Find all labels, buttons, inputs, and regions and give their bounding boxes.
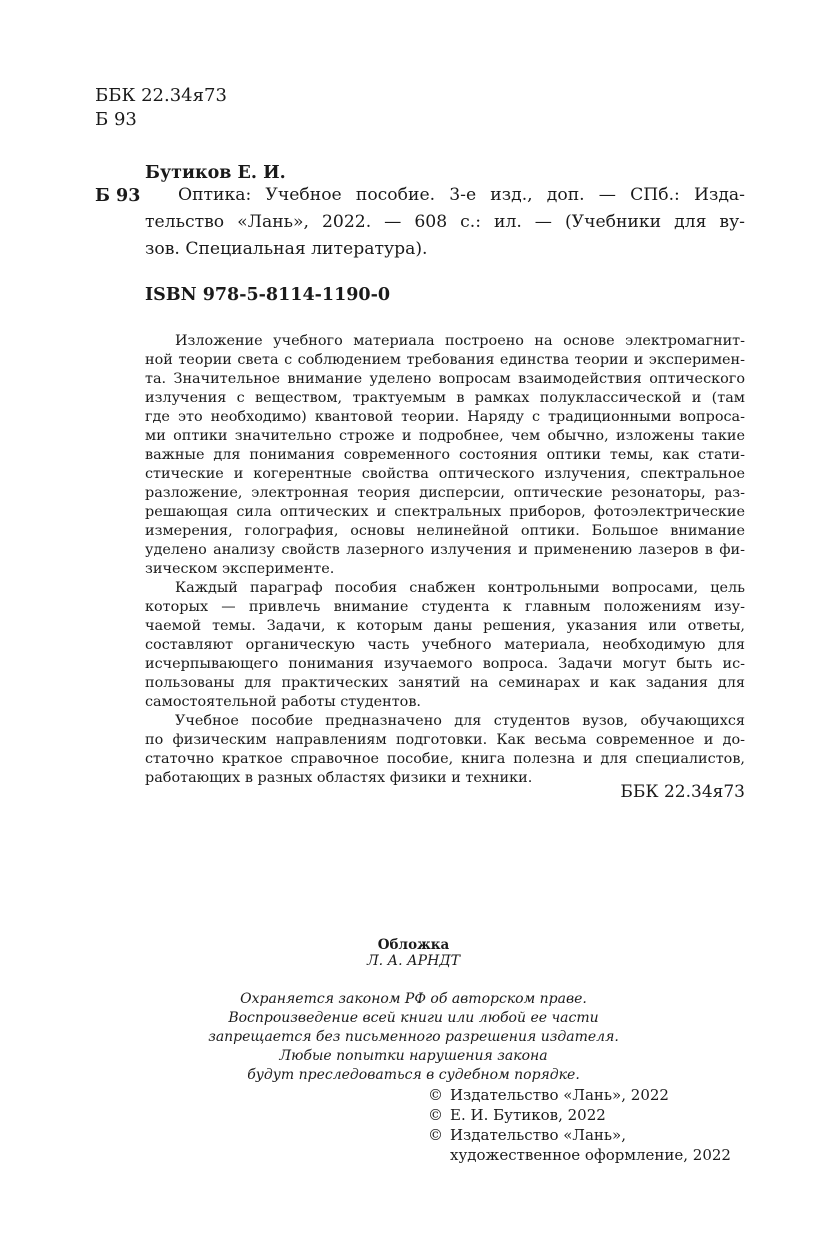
annotation-line: исчерпывающего понимания изучаемого вопроса. Задачи могут быть ис- — [145, 656, 745, 672]
annotation-line: самостоятельной работы студентов. — [145, 694, 422, 710]
annotation-line: где это необходимо) квантовой теории. Наряду с традиционными вопроса- — [145, 409, 745, 425]
isbn: ISBN 978-5-8114-1190-0 — [145, 285, 391, 305]
author-mark: Б 93 — [95, 109, 137, 130]
annotation-line: та. Значительное внимание уделено вопросам взаимодействия оптического — [145, 371, 745, 387]
copyright-icon: © — [428, 1106, 443, 1124]
annotation-line: ми оптики значительно строже и подробнее, чем обычно, изложены такие — [145, 428, 745, 444]
annotation-line: излучения с веществом, трактуемым в рамках полуклассической и (там — [145, 390, 745, 406]
annotation-line: разложение, электронная теория дисперсии, оптические резонаторы, раз- — [145, 485, 745, 501]
entry-line: Оптика: Учебное пособие. 3-е изд., доп. — СПб.: Изда- — [178, 185, 745, 205]
annotation-line: зическом эксперименте. — [145, 561, 335, 577]
annotation-bbk: ББК 22.34я73 — [620, 782, 745, 802]
annotation-line: решающая сила оптических и спектральных приборов, фотоэлектрические — [145, 504, 745, 520]
annotation-line: которых — привлечь внимание студента к главным положениям изу- — [145, 599, 745, 615]
annotation-line: по физическим направлениям подготовки. Как весьма современное и до- — [145, 732, 745, 748]
cover-label: Обложка — [377, 937, 450, 953]
annotation-line: пользованы для практических занятий на семинарах и как задания для — [145, 675, 745, 691]
annotation-line: Учебное пособие предназначено для студентов вузов, обучающихся — [175, 713, 745, 729]
copyright-line: © Издательство «Лань», 2022 — [428, 1086, 669, 1104]
annotation-line: измерения, голография, основы нелинейной оптики. Большое внимание — [145, 523, 745, 539]
notice-line: Охраняется законом РФ об авторском праве. — [240, 991, 587, 1007]
notice-line: будут преследоваться в судебном порядке. — [247, 1067, 580, 1083]
annotation-line: ной теории света с соблюдением требования единства теории и эксперимен- — [145, 352, 745, 368]
annotation-line: Изложение учебного материала построено на основе электромагнит- — [175, 333, 745, 349]
entry-line: тельство «Лань», 2022. — 608 с.: ил. — (Учебники для ву- — [145, 212, 745, 232]
annotation-line: работающих в разных областях физики и техники. — [145, 770, 533, 786]
copyright-line: © Издательство «Лань», — [428, 1126, 627, 1144]
entry-line: зов. Специальная литература). — [145, 239, 428, 259]
annotation-line: Каждый параграф пособия снабжен контрольными вопросами, цель — [175, 580, 745, 596]
entry-author: Бутиков Е. И. — [145, 163, 286, 183]
annotation-line: стические и когерентные свойства оптического излучения, спектральное — [145, 466, 745, 482]
cover-designer: Л. А. АРНДТ — [366, 953, 461, 969]
annotation-line: статочно краткое справочное пособие, книга полезна и для специалистов, — [145, 751, 745, 767]
annotation-line: составляют органическую часть учебного материала, необходимую для — [145, 637, 745, 653]
annotation-line: чаемой темы. Задачи, к которым даны решения, указания или ответы, — [145, 618, 745, 634]
copyright-continuation: художественное оформление, 2022 — [450, 1146, 731, 1164]
bbk-code: ББК 22.34я73 — [95, 85, 227, 106]
notice-line: запрещается без письменного разрешения издателя. — [208, 1029, 619, 1045]
copyright-line: © Е. И. Бутиков, 2022 — [428, 1106, 606, 1124]
copyright-icon: © — [428, 1126, 443, 1144]
annotation-line: важные для понимания современного состояния оптики темы, как стати- — [145, 447, 745, 463]
entry-mark: Б 93 — [95, 186, 141, 206]
copyright-icon: © — [428, 1086, 443, 1104]
annotation-line: уделено анализу свойств лазерного излучения и применению лазеров в фи- — [145, 542, 745, 558]
notice-line: Воспроизведение всей книги или любой ее части — [228, 1010, 599, 1026]
notice-line: Любые попытки нарушения закона — [279, 1048, 548, 1064]
